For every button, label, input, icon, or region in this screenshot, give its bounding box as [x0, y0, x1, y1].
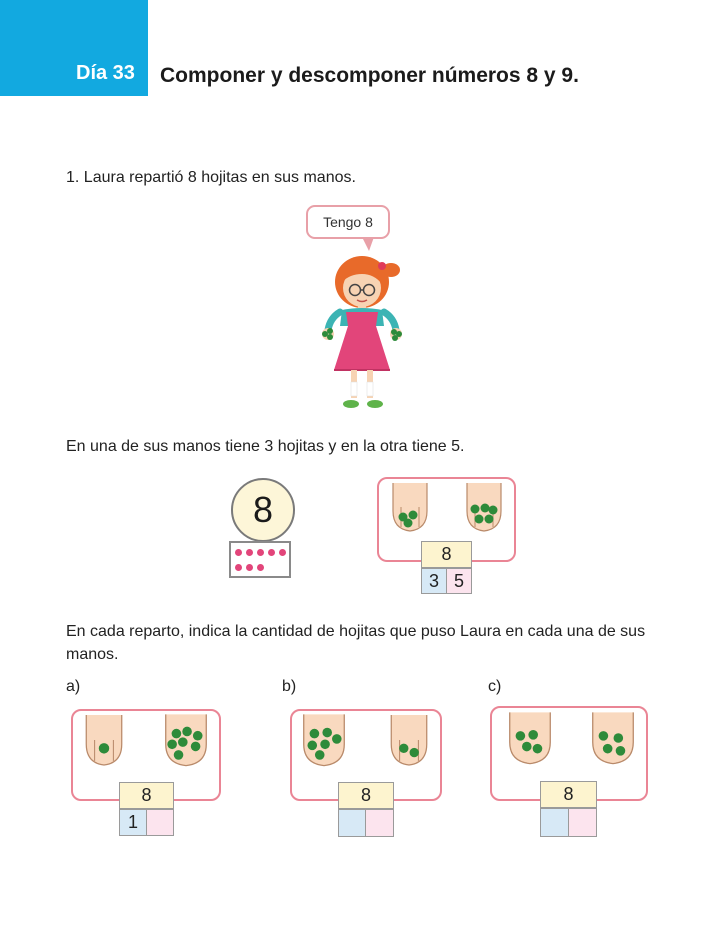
item-c-left-hand-icon: [505, 706, 555, 770]
item-b-right-hand-icon: [385, 708, 433, 772]
girl-illustration: [318, 252, 410, 414]
item-c-total-box: 8: [540, 781, 597, 808]
day-label: Día 33: [76, 62, 135, 84]
right-hand-icon: [461, 477, 507, 537]
item-b-right-box[interactable]: [365, 809, 394, 837]
item-c-right-hand-icon: [588, 706, 638, 770]
left-hand-icon: [387, 477, 433, 537]
example-left-box: 3: [421, 568, 447, 594]
item-a-left-box[interactable]: 1: [119, 809, 147, 836]
example-total-box: 8: [421, 541, 472, 568]
dot: [257, 549, 264, 556]
dot: [235, 549, 242, 556]
item-b-total-box: 8: [338, 782, 394, 809]
dot: [257, 564, 264, 571]
item-c-right-box[interactable]: [568, 808, 597, 837]
item-a-right-hand-icon: [160, 708, 212, 772]
dot: [235, 564, 242, 571]
number-circle: 8: [231, 478, 295, 542]
item-label-c: c): [488, 678, 502, 695]
dot: [279, 549, 286, 556]
item-label-a: a): [66, 678, 81, 695]
dot: [246, 549, 253, 556]
page-title: Componer y descomponer números 8 y 9.: [160, 64, 579, 87]
item-c-left-box[interactable]: [540, 808, 569, 837]
speech-bubble-tail: [362, 237, 374, 251]
item-b-left-hand-icon: [298, 708, 350, 772]
item-b-left-box[interactable]: [338, 809, 366, 837]
speech-text: Tengo 8: [323, 214, 373, 230]
exercise-intro: 1. Laura repartió 8 hojitas en sus manos.: [66, 169, 356, 186]
exercise-explanation: En una de sus manos tiene 3 hojitas y en la otra tiene 5.: [66, 438, 465, 455]
day-tab: [0, 0, 148, 96]
ten-frame-card: [229, 541, 291, 578]
speech-bubble: [306, 205, 390, 239]
dot: [246, 564, 253, 571]
example-right-box: 5: [446, 568, 472, 594]
item-label-b: b): [282, 678, 297, 695]
item-a-right-box[interactable]: [146, 809, 174, 836]
exercise-instruction: En cada reparto, indica la cantidad de hojitas que puso Laura en cada una de sus manos.: [66, 623, 646, 663]
item-a-left-hand-icon: [80, 708, 128, 772]
item-a-total-box: 8: [119, 782, 174, 809]
dot: [268, 549, 275, 556]
